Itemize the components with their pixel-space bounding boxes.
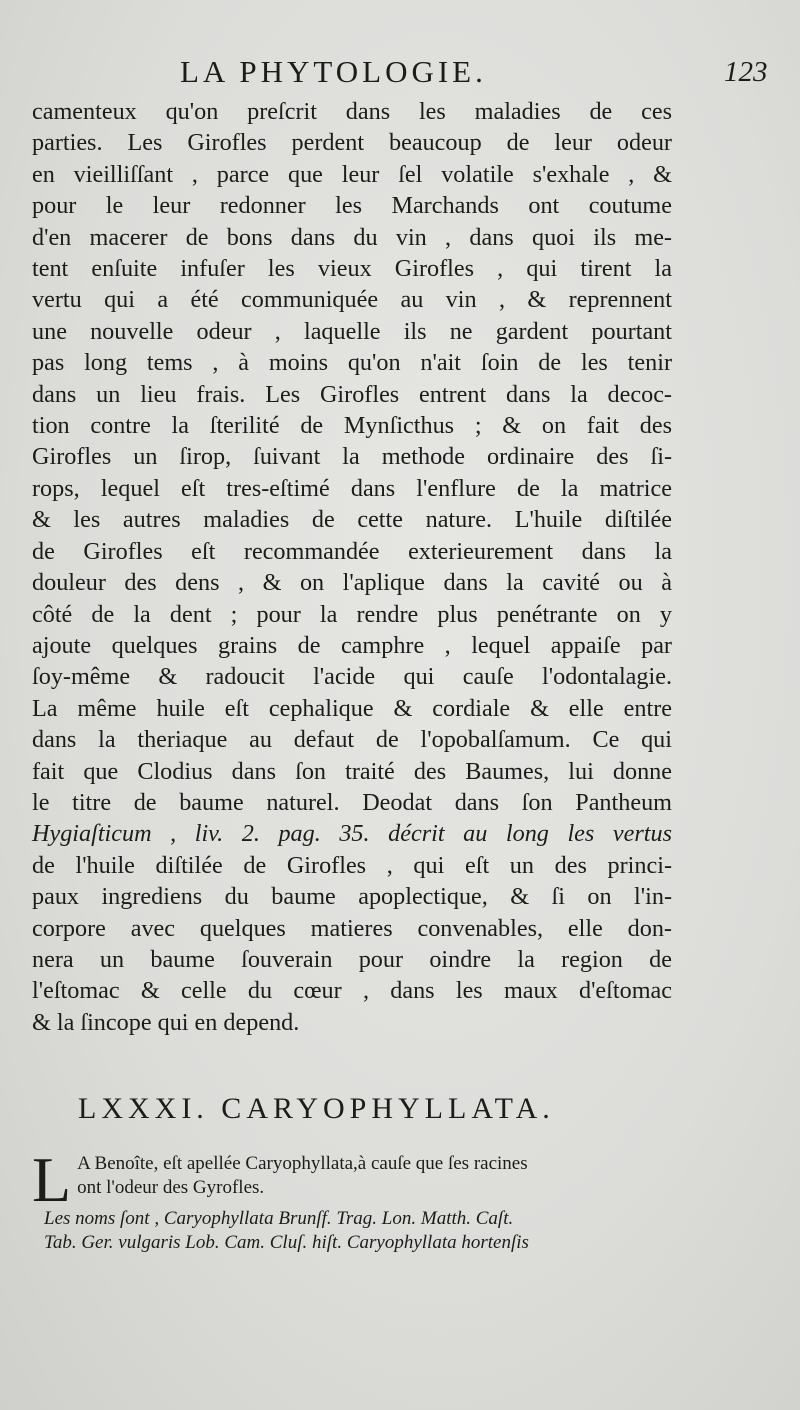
text-line: & les autres maladies de cette nature. L'huile diſtilée — [32, 506, 672, 534]
names-paragraph — [44, 1207, 684, 1255]
body-paragraph — [32, 96, 672, 1038]
text-line: pour le leur redonner les Marchands ont coutume — [32, 192, 672, 220]
text-line: La même huile eſt cephalique & cordiale & elle entre — [32, 694, 672, 722]
text-line: corpore avec quelques matieres convenables, elle don- — [32, 914, 672, 942]
page-number: 123 — [724, 56, 768, 88]
text-line: douleur des dens , & on l'aplique dans la cavité ou à — [32, 569, 672, 597]
text-line: le titre de baume naturel. Deodat dans ſon Pantheum — [32, 788, 672, 816]
text-line: l'eſtomac & celle du cœur , dans les maux d'eſtomac — [32, 977, 672, 1005]
text-line: une nouvelle odeur , laquelle ils ne gardent pourtant — [32, 317, 672, 345]
running-head: LA PHYTOLOGIE. — [180, 54, 487, 89]
text-line: ſoy-même & radoucit l'acide qui cauſe l'odontalagie. — [32, 663, 672, 691]
text-line: camenteux qu'on preſcrit dans les maladies de ces — [32, 98, 672, 125]
text-line: & la ſincope qui en depend. — [32, 1008, 300, 1036]
text-line: paux ingrediens du baume apoplectique, & ſi on l'in- — [32, 883, 672, 911]
text-line: parties. Les Girofles perdent beaucoup de leur odeur — [32, 129, 672, 157]
text-line: ajoute quelques grains de camphre , lequel appaiſe par — [32, 631, 672, 659]
text-line: tion contre la ſterilité de Mynſicthus ; & on fait des — [32, 412, 672, 440]
names-line: Tab. Ger. vulgaris Lob. Cam. Cluſ. hiſt. Caryophyllata hortenſis — [44, 1232, 529, 1253]
text-line: dans la theriaque au defaut de l'opobalſamum. Ce qui — [32, 726, 672, 754]
text-line: de l'huile diſtilée de Girofles , qui eſt un des princi- — [32, 851, 672, 879]
text-line: tent enſuite infuſer les vieux Girofles , qui tirent la — [32, 255, 672, 283]
text-line: nera un baume ſouverain pour oindre la region de — [32, 945, 672, 973]
text-line: en vieilliſſant , parce que leur ſel volatile s'exhale , & — [32, 160, 672, 188]
text-line: dans un lieu frais. Les Girofles entrent dans la decoc- — [32, 380, 672, 408]
entry-line: A Benoîte, eſt apellée Caryophyllata,à cauſe que ſes racines — [77, 1153, 528, 1174]
text-line: Girofles un ſirop, ſuivant la methode ordinaire des ſi- — [32, 443, 672, 471]
text-line: côté de la dent ; pour la rendre plus penétrante on y — [32, 600, 672, 628]
names-line: Les noms ſont , Caryophyllata Brunſf. Trag. Lon. Matth. Caſt. — [44, 1208, 514, 1229]
text-line: fait que Clodius dans ſon traité des Baumes, lui donne — [32, 757, 672, 785]
section-title: LXXXI. CARYOPHYLLATA. — [78, 1092, 555, 1125]
entry-line: ont l'odeur des Gyrofles. — [77, 1177, 265, 1198]
text-line: pas long tems , à moins qu'on n'ait ſoin de les tenir — [32, 349, 672, 377]
drop-cap: L — [32, 1144, 72, 1215]
entry-paragraph — [32, 1144, 672, 1215]
text-line: vertu qui a été communiquée au vin , & reprennent — [32, 286, 672, 314]
text-line: d'en macerer de bons dans du vin , dans quoi ils me- — [32, 223, 672, 251]
text-line: de Girofles eſt recommandée exterieurement dans la — [32, 537, 672, 565]
text-line: Hygiaſticum , liv. 2. pag. 35. décrit au long les vertus — [32, 820, 672, 848]
text-line: rops, lequel eſt tres-eſtimé dans l'enflure de la matrice — [32, 474, 672, 502]
